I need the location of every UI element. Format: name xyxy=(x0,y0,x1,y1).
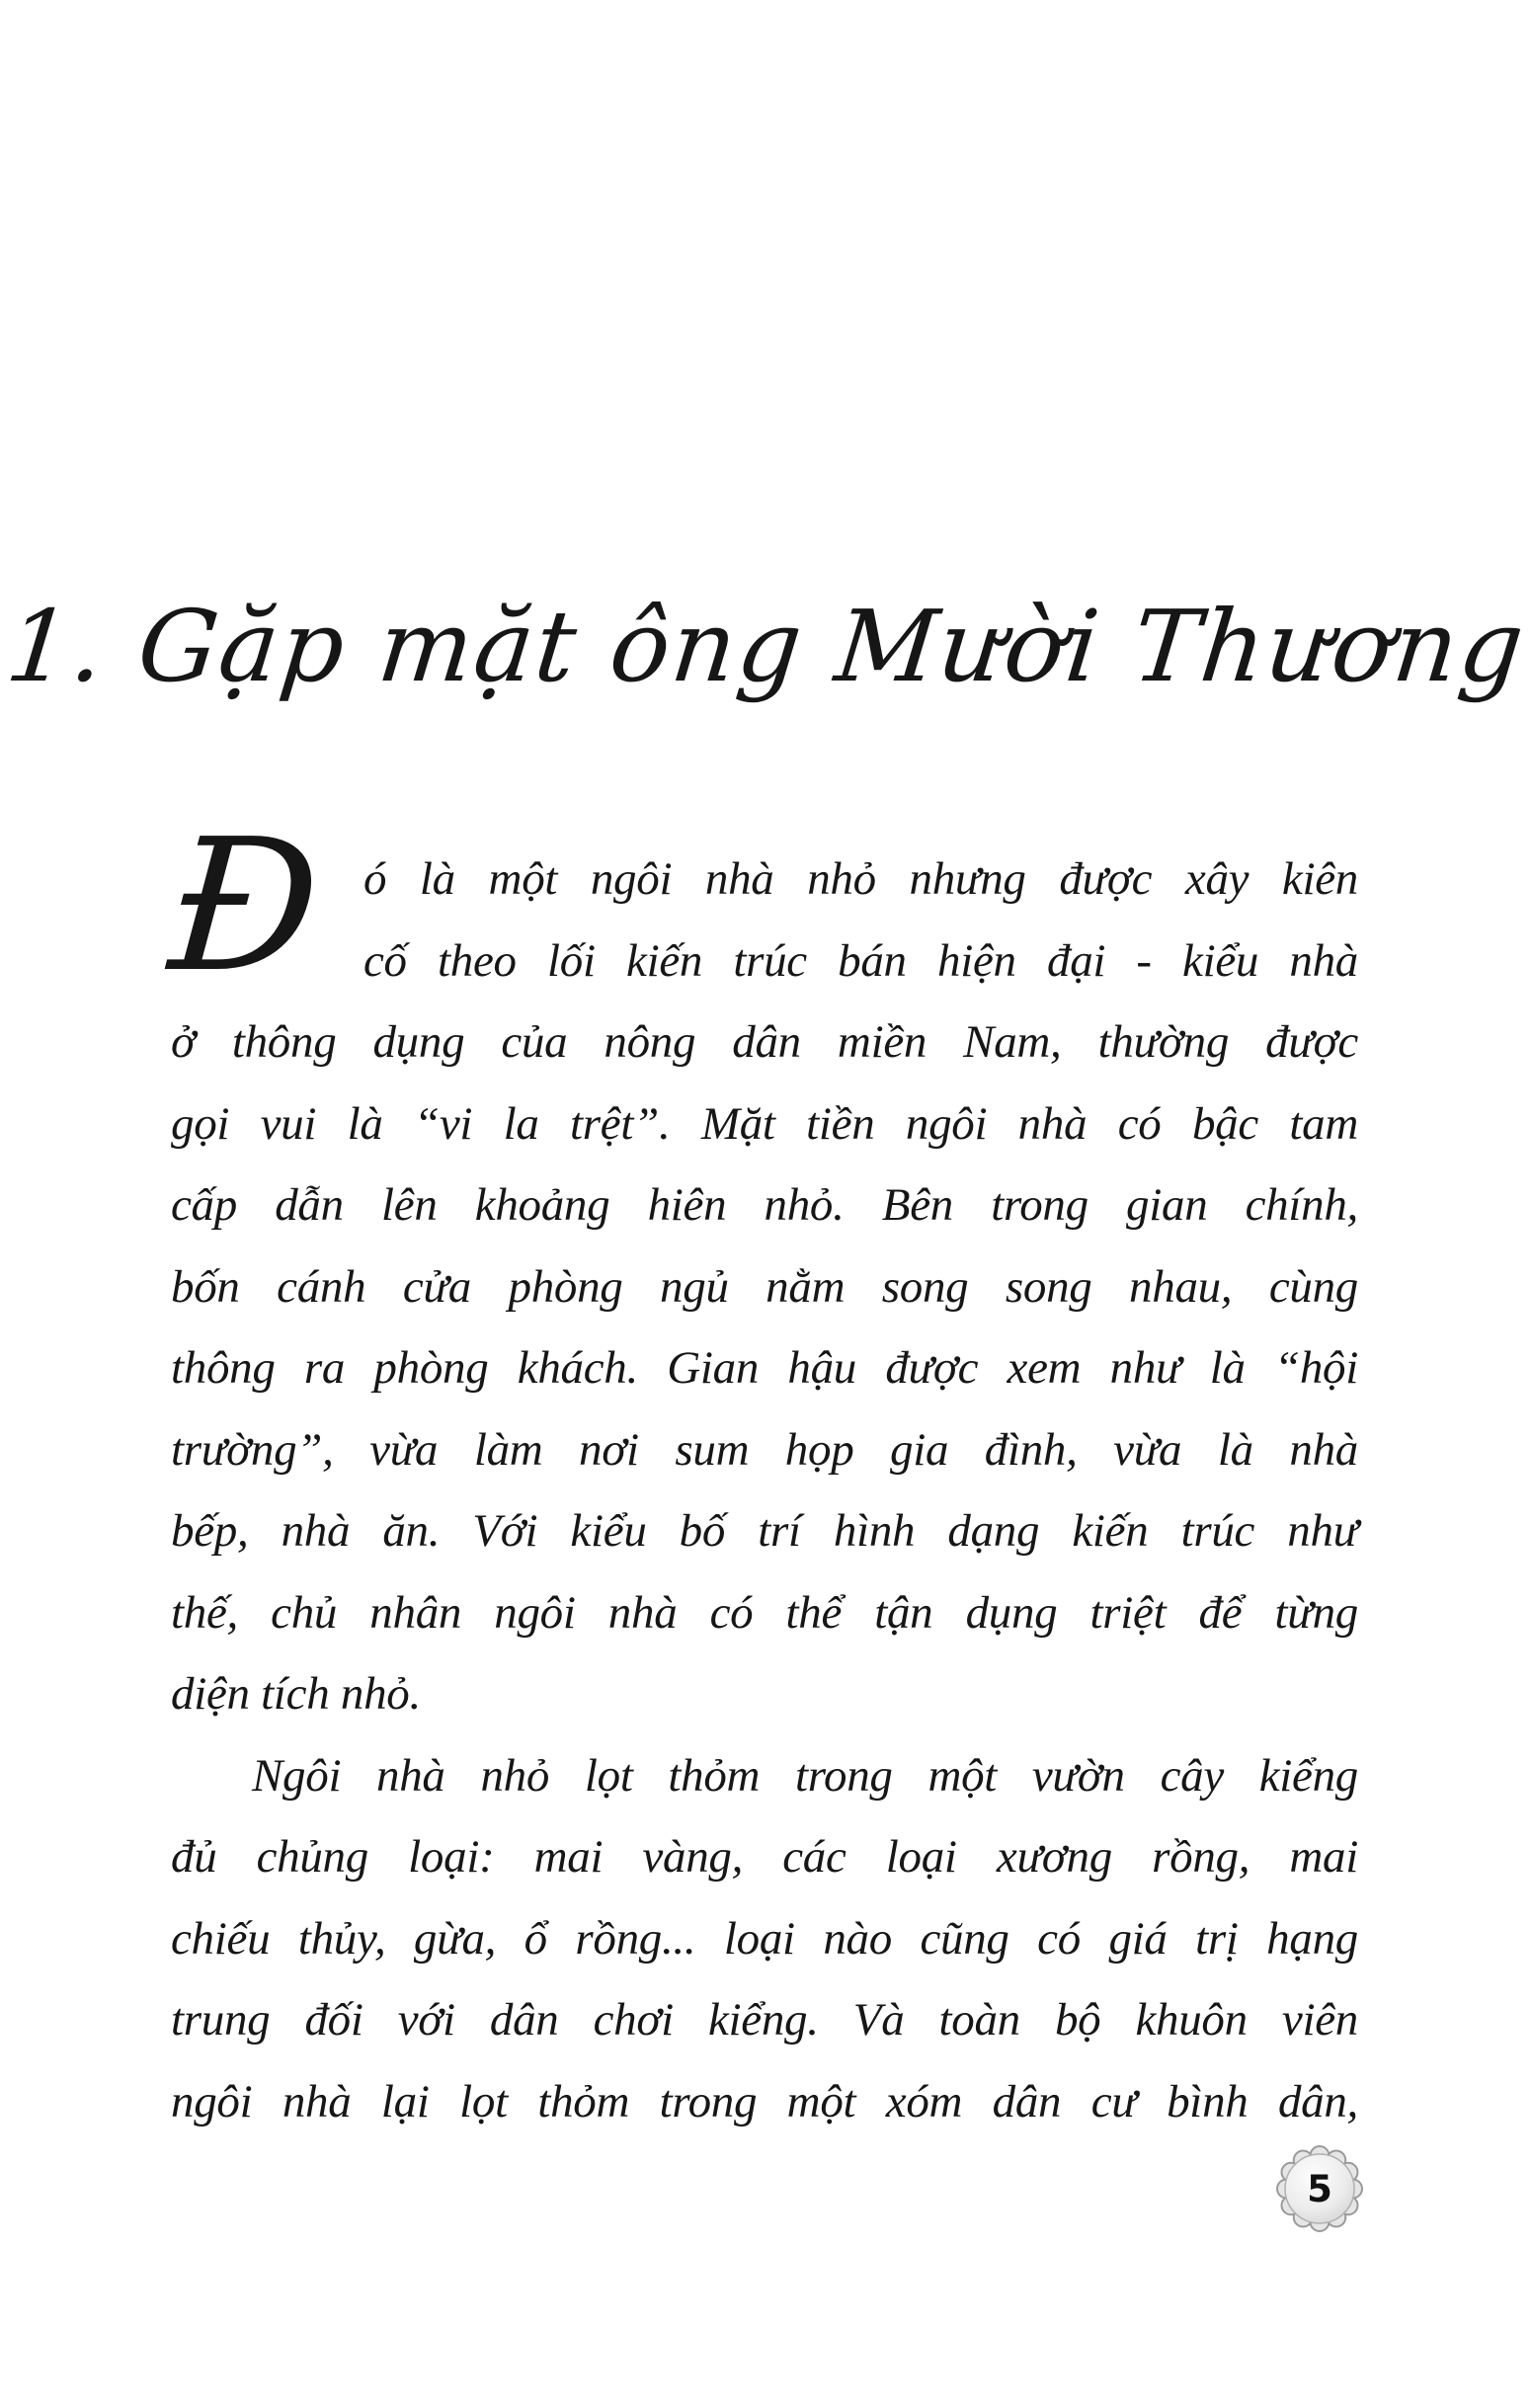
paragraph-2 xyxy=(171,1735,1358,2143)
text-line: thông ra phòng khách. Gian hậu được xem như là “hội xyxy=(171,1342,1358,1394)
text-line: bếp, nhà ăn. Với kiểu bố trí hình dạng kiến trúc như xyxy=(171,1505,1358,1557)
text-line: diện tích nhỏ. xyxy=(171,1668,421,1720)
text-line: ó là một ngôi nhà nhỏ nhưng được xây kiên xyxy=(363,853,1358,905)
text-line: Ngôi nhà nhỏ lọt thỏm trong một vườn cây kiểng xyxy=(252,1749,1358,1802)
paragraph-1 xyxy=(163,799,1358,1735)
text-line: trường”, vừa làm nơi sum họp gia đình, vừa là nhà xyxy=(171,1423,1358,1476)
text-line: đủ chủng loại: mai vàng, các loại xương rồng, mai xyxy=(171,1831,1358,1883)
text-line: gọi vui là “vi la trệt”. Mặt tiền ngôi nhà có bậc tam xyxy=(171,1097,1358,1150)
text-line: ngôi nhà lại lọt thỏm trong một xóm dân cư bình dân, xyxy=(171,2075,1358,2127)
text-line: chiếu thủy, gừa, ổ rồng... loại nào cũng có giá trị hạng xyxy=(171,1912,1358,1965)
text-line: cấp dẫn lên khoảng hiên nhỏ. Bên trong gian chính, xyxy=(171,1179,1358,1231)
page-number: 5 xyxy=(1307,2167,1332,2210)
text-line: trung đối với dân chơi kiểng. Và toàn bộ khuôn viên xyxy=(171,1994,1358,2046)
text-line: cố theo lối kiến trúc bán hiện đại - kiểu nhà xyxy=(363,934,1358,987)
text-line: bốn cánh cửa phòng ngủ nằm song song nhau, cùng xyxy=(171,1260,1358,1313)
body-text xyxy=(163,799,1358,2142)
page-number-badge xyxy=(1276,2145,1363,2232)
chapter-title: 1. Gặp mặt ông Mười Thương xyxy=(1,589,1531,704)
text-line: ở thông dụng của nông dân miền Nam, thường được xyxy=(171,1016,1358,1068)
text-line: thế, chủ nhân ngôi nhà có thể tận dụng triệt để từng xyxy=(171,1586,1358,1639)
drop-cap: Đ xyxy=(163,799,326,1012)
